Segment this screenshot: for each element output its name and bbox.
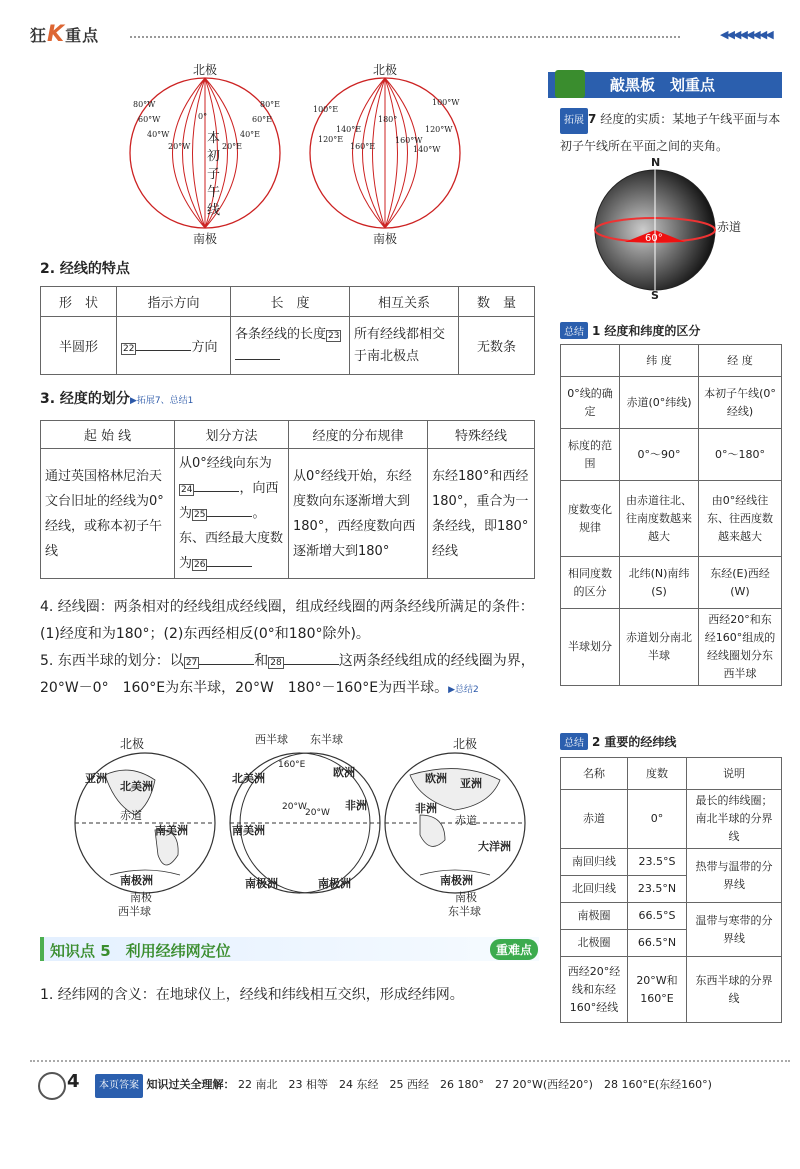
east-equator-label: 赤道 [455,814,477,827]
sum2-cell: 北回归线 [561,876,628,903]
right-banner: 敲黑板 划重点 [548,72,782,98]
sum2-cell: 23.5°N [628,876,687,903]
label-140e: 140°E [336,125,362,134]
sum1-row-label: 标度的范围 [561,429,620,481]
prime-meridian-label: 本初子午线 [207,131,221,218]
label-0: 0° [198,112,208,121]
cell-count: 无数条 [459,317,535,375]
lat-lon-comparison-table [560,344,782,686]
east-asia-label: 亚洲 [460,777,482,790]
sum2-th-2: 说明 [687,758,782,790]
section-2-title: 2. 经线的特点 [40,261,130,277]
sum1-th-2: 经 度 [699,345,782,377]
sum1-cell: 0°～180° [699,429,782,481]
middle-160e-label: 160°E [278,760,306,770]
sum1-row-label: 0°线的确定 [561,377,620,429]
sum1-cell: 由0°经线往东、往西度数越来越大 [699,481,782,557]
west-equator-label: 赤道 [120,809,142,822]
sum2-cell: 北极圈 [561,930,628,957]
cell-special: 东经180°和西经180°，重合为一条经线，即180°经线 [428,449,535,579]
header-divider [130,36,680,38]
th-count: 数 量 [459,287,535,317]
middle-africa-label: 非洲 [345,799,367,812]
sum2-cell: 20°W和160°E [628,957,687,1023]
header-arrow-icons: ◀◀◀◀◀◀◀◀ [720,28,772,41]
sum1-th-0 [561,345,620,377]
label-160w: 160°W [395,136,423,145]
sum2-cell: 温带与寒带的分界线 [687,903,782,957]
th-shape: 形 状 [41,287,117,317]
sum2-cell: 南回归线 [561,849,628,876]
clock-icon [38,1072,66,1100]
east-south-label: 南极 [455,891,477,904]
sum2-cell: 23.5°S [628,849,687,876]
th-direction: 指示方向 [117,287,231,317]
middle-20w-label-a: 20°W [282,802,307,812]
label-40e: 40°E [240,130,261,139]
summary-2-heading: 总结 2 重要的经纬线 [560,733,676,750]
sum2-th-0: 名称 [561,758,628,790]
east-europe-label: 欧洲 [425,772,447,785]
th-length: 长 度 [231,287,350,317]
cell-start-line: 通过英国格林尼治天文台旧址的经线为0°经线，或称本初子午线 [41,449,175,579]
sum1-row-label: 度数变化规律 [561,481,620,557]
section-4-text: 4. 经线圈：两条相对的经线组成经线圈，组成经线圈的两条经线所满足的条件：(1)经度和为180°；(2)东西经相反(0°和180°除外)。 [40,599,534,642]
th-special: 特殊经线 [428,421,535,449]
east-north-label: 北极 [453,737,478,751]
sum1-cell: 赤道划分南北半球 [620,609,699,686]
label-60e: 60°E [252,115,273,124]
fig-angle-label: 60° [645,233,663,244]
east-africa-label: 非洲 [415,802,437,815]
sum2-cell: 赤道 [561,790,628,849]
label-40w: 40°W [147,130,170,139]
th-method: 划分方法 [175,421,289,449]
label-100e: 100°E [313,105,339,114]
west-asia-label: 亚洲 [85,772,107,785]
th-relation: 相互关系 [350,287,459,317]
sum1-cell: 北纬(N)南纬(S) [620,557,699,609]
th-distribution: 经度的分布规律 [289,421,428,449]
middle-west-label: 西半球 [255,733,288,746]
left-globe-south-label: 南极 [193,232,218,246]
sum1-th-1: 纬 度 [620,345,699,377]
meridian-features-table [40,286,535,375]
label-120w: 120°W [425,125,453,134]
sum2-cell: 东西半球的分界线 [687,957,782,1023]
important-lines-table [560,757,782,1023]
right-globe-north-label: 北极 [373,63,398,77]
cell-direction[interactable]: 22 方向 [117,317,231,375]
sum2-cell: 66.5°S [628,903,687,930]
section-1-text: 1. 经纬网的含义：在地球仪上，经线和纬线相互交织，形成经纬网。 [40,987,464,1003]
extension-7: 拓展 7 经度的实质：某地子午线平面与本初子午线所在平面之间的夹角。 [560,107,785,158]
sum2-cell: 最长的纬线圈；南北半球的分界线 [687,790,782,849]
label-180: 180° [378,115,398,124]
cell-relation: 所有经线都相交于南北极点 [350,317,459,375]
east-oceania-label: 大洋洲 [478,840,511,853]
middle-europe-label: 欧洲 [333,766,355,779]
sum2-cell: 南极圈 [561,903,628,930]
key-difficulty-badge: 重难点 [490,939,538,960]
sum1-cell: 本初子午线(0°经线) [699,377,782,429]
middle-south-america-label: 南美洲 [232,824,265,837]
middle-antarctica-west-label: 南极洲 [245,877,278,890]
cell-distribution: 从0°经线开始，东经度数向东逐渐增大到180°，西经度数向西逐渐增大到180° [289,449,428,579]
sum1-row-label: 半球划分 [561,609,620,686]
brand-logo: 狂K重点 [30,22,100,47]
label-140w: 140°W [413,145,441,154]
sum2-cell: 66.5°N [628,930,687,957]
middle-20w-label-b: 20°W [305,808,330,818]
middle-north-america-label: 北美洲 [232,772,265,785]
west-south-america-label: 南美洲 [155,824,188,837]
section-3-heading: 3. 经度的划分▶拓展7、总结1 [40,391,194,407]
left-globe-north-label: 北极 [193,63,218,77]
sum2-cell: 0° [628,790,687,849]
west-south-label: 南极 [130,891,152,904]
sum2-th-1: 度数 [628,758,687,790]
section-5-text[interactable]: 5. 东西半球的划分：以 27 和 28 这两条经线组成的经线圈为界，20°W－0° 160°E为东半球，20°W 180°－160°E为西半球。▶总结2 [40,653,535,696]
sum1-cell: 东经(E)西经(W) [699,557,782,609]
label-80w: 80°W [133,100,156,109]
label-160e: 160°E [350,142,376,151]
label-20w: 20°W [168,142,191,151]
label-60w: 60°W [138,115,161,124]
longitude-angle-figure [585,158,775,308]
sum1-cell: 西经20°和东经160°组成的经线圈划分东西半球 [699,609,782,686]
west-north-label: 北极 [120,737,145,751]
west-hemisphere-caption: 西半球 [118,905,151,918]
east-antarctica-label: 南极洲 [440,874,473,887]
west-north-america-label: 北美洲 [120,780,153,793]
summary-1-heading: 总结 1 经度和纬度的区分 [560,322,700,339]
sum1-cell: 0°～90° [620,429,699,481]
east-hemisphere-caption: 东半球 [448,905,481,918]
fig-south-label: S [651,289,659,302]
label-80e: 80°E [260,100,281,109]
sum1-row-label: 相同度数的区分 [561,557,620,609]
label-20e: 20°E [222,142,243,151]
th-start: 起 始 线 [41,421,175,449]
answers-block: 本页答案 知识过关全理解： 22 南北 23 相等 24 东经 25 西经 26 180° 27 20°W(西经20°) 28 160°E(东经160°) [95,1074,785,1098]
sum2-cell: 热带与温带的分界线 [687,849,782,903]
fig-north-label: N [651,156,661,169]
west-antarctica-label: 南极洲 [120,874,153,887]
teacher-icon [555,70,585,98]
fig-equator-label: 赤道 [717,220,742,234]
label-100w: 100°W [432,98,460,107]
page-number: 4 [67,1071,80,1092]
sum1-cell: 由赤道往北、往南度数越来越大 [620,481,699,557]
right-globe-south-label: 南极 [373,232,398,246]
longitude-division-table [40,420,535,579]
cell-shape: 半圆形 [41,317,117,375]
cell-method[interactable]: 从0°经线向东为24 ，向西为 25 。东、西经最大度数为 26 [175,449,289,579]
label-120e: 120°E [318,135,344,144]
sum2-cell: 西经20°经线和东经160°经线 [561,957,628,1023]
sum1-cell: 赤道(0°纬线) [620,377,699,429]
middle-east-label: 东半球 [310,733,343,746]
middle-antarctica-east-label: 南极洲 [318,877,351,890]
knowledge-point-5-title: 知识点 5 利用经纬网定位 [50,942,231,960]
cell-length[interactable]: 各条经线的长度 23 [231,317,350,375]
